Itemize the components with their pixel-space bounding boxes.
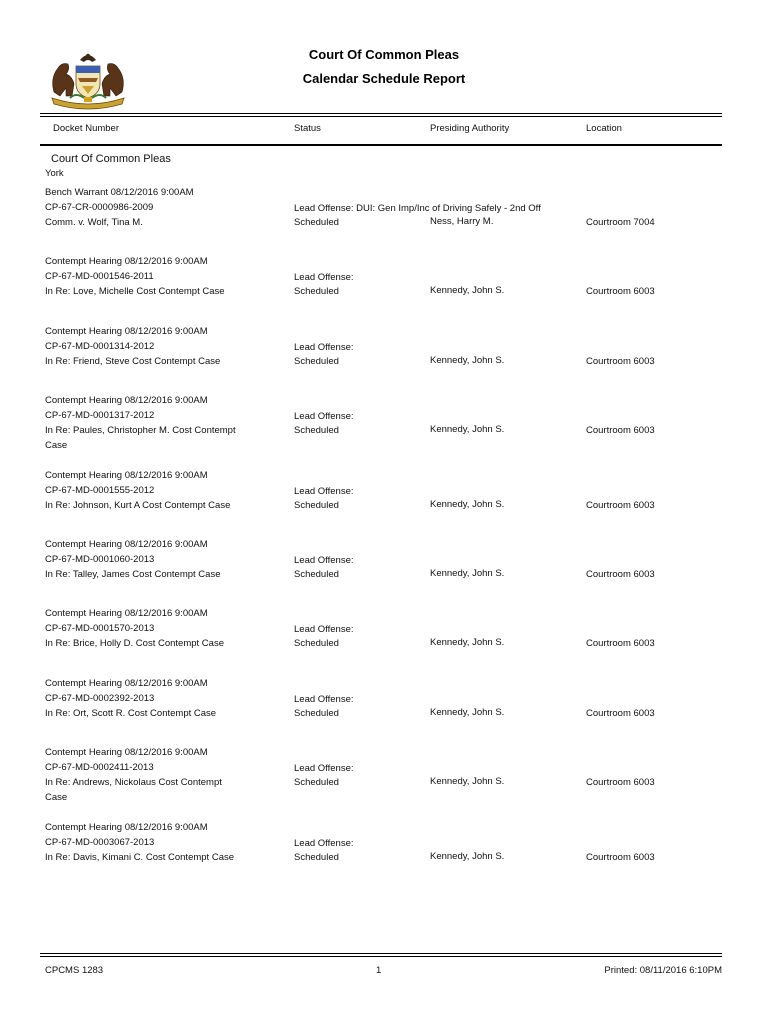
entry-docket-number: CP-67-MD-0001570-2013 [45, 623, 155, 634]
entry-presiding-authority: Kennedy, John S. [430, 568, 505, 579]
entry-presiding-authority: Kennedy, John S. [430, 776, 505, 787]
entry-docket-number: CP-67-CR-0000986-2009 [45, 202, 154, 213]
entry-status: Scheduled [294, 425, 339, 436]
entry-docket-number: CP-67-MD-0001314-2012 [45, 341, 155, 352]
county-label: York [45, 168, 64, 179]
column-header-status: Status [294, 123, 321, 134]
entry-status: Scheduled [294, 777, 339, 788]
entry-location: Courtroom 6003 [586, 356, 655, 367]
entry-event: Contempt Hearing 08/12/2016 9:00AM [45, 747, 208, 758]
entry-lead-offense: Lead Offense: [294, 411, 354, 422]
entry-lead-offense: Lead Offense: [294, 694, 354, 705]
entry-caption: Case [45, 792, 68, 803]
entry-caption: In Re: Brice, Holly D. Cost Contempt Case [45, 638, 224, 649]
entry-caption: In Re: Andrews, Nickolaus Cost Contempt [45, 777, 222, 788]
entry-status: Scheduled [294, 500, 339, 511]
report-court-title: Court Of Common Pleas [308, 47, 460, 62]
entry-docket-number: CP-67-MD-0001546-2011 [45, 271, 154, 282]
entry-caption: In Re: Love, Michelle Cost Contempt Case [45, 286, 225, 297]
entry-event: Contempt Hearing 08/12/2016 9:00AM [45, 822, 208, 833]
entry-caption: In Re: Johnson, Kurt A Cost Contempt Case [45, 500, 231, 511]
header-rule-top-2 [40, 116, 722, 117]
entry-caption: In Re: Ort, Scott R. Cost Contempt Case [45, 708, 217, 719]
entry-location: Courtroom 6003 [586, 638, 655, 649]
entry-location: Courtroom 6003 [586, 569, 655, 580]
entry-status: Scheduled [294, 286, 339, 297]
entry-presiding-authority: Kennedy, John S. [430, 851, 505, 862]
entry-docket-number: CP-67-MD-0001060-2013 [45, 554, 155, 565]
entry-lead-offense: Lead Offense: [294, 486, 354, 497]
footer-rule-top [40, 953, 722, 954]
footer-printed-date: Printed: 08/11/2016 6:10PM [604, 965, 722, 976]
entry-location: Courtroom 6003 [586, 708, 655, 719]
column-header-location: Location [586, 123, 622, 134]
court-section-heading: Court Of Common Pleas [51, 153, 171, 165]
entry-event: Contempt Hearing 08/12/2016 9:00AM [45, 608, 208, 619]
entry-caption: In Re: Friend, Steve Cost Contempt Case [45, 356, 221, 367]
entry-lead-offense: Lead Offense: [294, 838, 354, 849]
entry-caption: In Re: Davis, Kimani C. Cost Contempt Case [45, 852, 235, 863]
entry-presiding-authority: Kennedy, John S. [430, 499, 505, 510]
entry-event: Contempt Hearing 08/12/2016 9:00AM [45, 395, 208, 406]
header-rule-top [40, 113, 722, 114]
report-subtitle: Calendar Schedule Report [302, 71, 466, 86]
entry-status: Scheduled [294, 638, 339, 649]
entry-event: Contempt Hearing 08/12/2016 9:00AM [45, 326, 208, 337]
entry-docket-number: CP-67-MD-0002392-2013 [45, 693, 155, 704]
column-header-rule [40, 144, 722, 146]
entry-event: Bench Warrant 08/12/2016 9:00AM [45, 187, 194, 198]
entry-location: Courtroom 6003 [586, 286, 655, 297]
column-header-authority: Presiding Authority [430, 123, 510, 134]
entry-event: Contempt Hearing 08/12/2016 9:00AM [45, 678, 208, 689]
entry-caption: Comm. v. Wolf, Tina M. [45, 217, 143, 228]
entry-status: Scheduled [294, 217, 339, 228]
footer-page-number: 1 [376, 965, 382, 976]
entry-presiding-authority: Kennedy, John S. [430, 637, 505, 648]
entry-presiding-authority: Kennedy, John S. [430, 424, 505, 435]
entry-lead-offense: Lead Offense: [294, 272, 354, 283]
entry-lead-offense: Lead Offense: [294, 624, 354, 635]
entry-lead-offense: Lead Offense: DUI: Gen Imp/Inc of Driving Safely - 2nd Off [294, 203, 541, 214]
entry-lead-offense: Lead Offense: [294, 555, 354, 566]
entry-location: Courtroom 6003 [586, 852, 655, 863]
entry-caption: Case [45, 440, 68, 451]
entry-docket-number: CP-67-MD-0001555-2012 [45, 485, 155, 496]
entry-presiding-authority: Ness, Harry M. [430, 216, 494, 227]
entry-caption: In Re: Paules, Christopher M. Cost Contempt [45, 425, 236, 436]
entry-docket-number: CP-67-MD-0003067-2013 [45, 837, 155, 848]
entry-status: Scheduled [294, 708, 339, 719]
footer-rule-bottom [40, 956, 722, 957]
entry-location: Courtroom 6003 [586, 500, 655, 511]
entry-presiding-authority: Kennedy, John S. [430, 707, 505, 718]
entry-presiding-authority: Kennedy, John S. [430, 285, 505, 296]
entry-status: Scheduled [294, 569, 339, 580]
entry-caption: In Re: Talley, James Cost Contempt Case [45, 569, 221, 580]
entry-event: Contempt Hearing 08/12/2016 9:00AM [45, 256, 208, 267]
column-header-docket: Docket Number [53, 123, 119, 134]
entry-location: Courtroom 6003 [586, 777, 655, 788]
entry-event: Contempt Hearing 08/12/2016 9:00AM [45, 539, 208, 550]
entry-presiding-authority: Kennedy, John S. [430, 355, 505, 366]
entry-lead-offense: Lead Offense: [294, 342, 354, 353]
entry-location: Courtroom 6003 [586, 425, 655, 436]
footer-form-id: CPCMS 1283 [45, 965, 104, 976]
entry-docket-number: CP-67-MD-0002411-2013 [45, 762, 154, 773]
entry-event: Contempt Hearing 08/12/2016 9:00AM [45, 470, 208, 481]
entry-status: Scheduled [294, 356, 339, 367]
entry-status: Scheduled [294, 852, 339, 863]
entry-location: Courtroom 7004 [586, 217, 655, 228]
entry-lead-offense: Lead Offense: [294, 763, 354, 774]
entry-docket-number: CP-67-MD-0001317-2012 [45, 410, 155, 421]
